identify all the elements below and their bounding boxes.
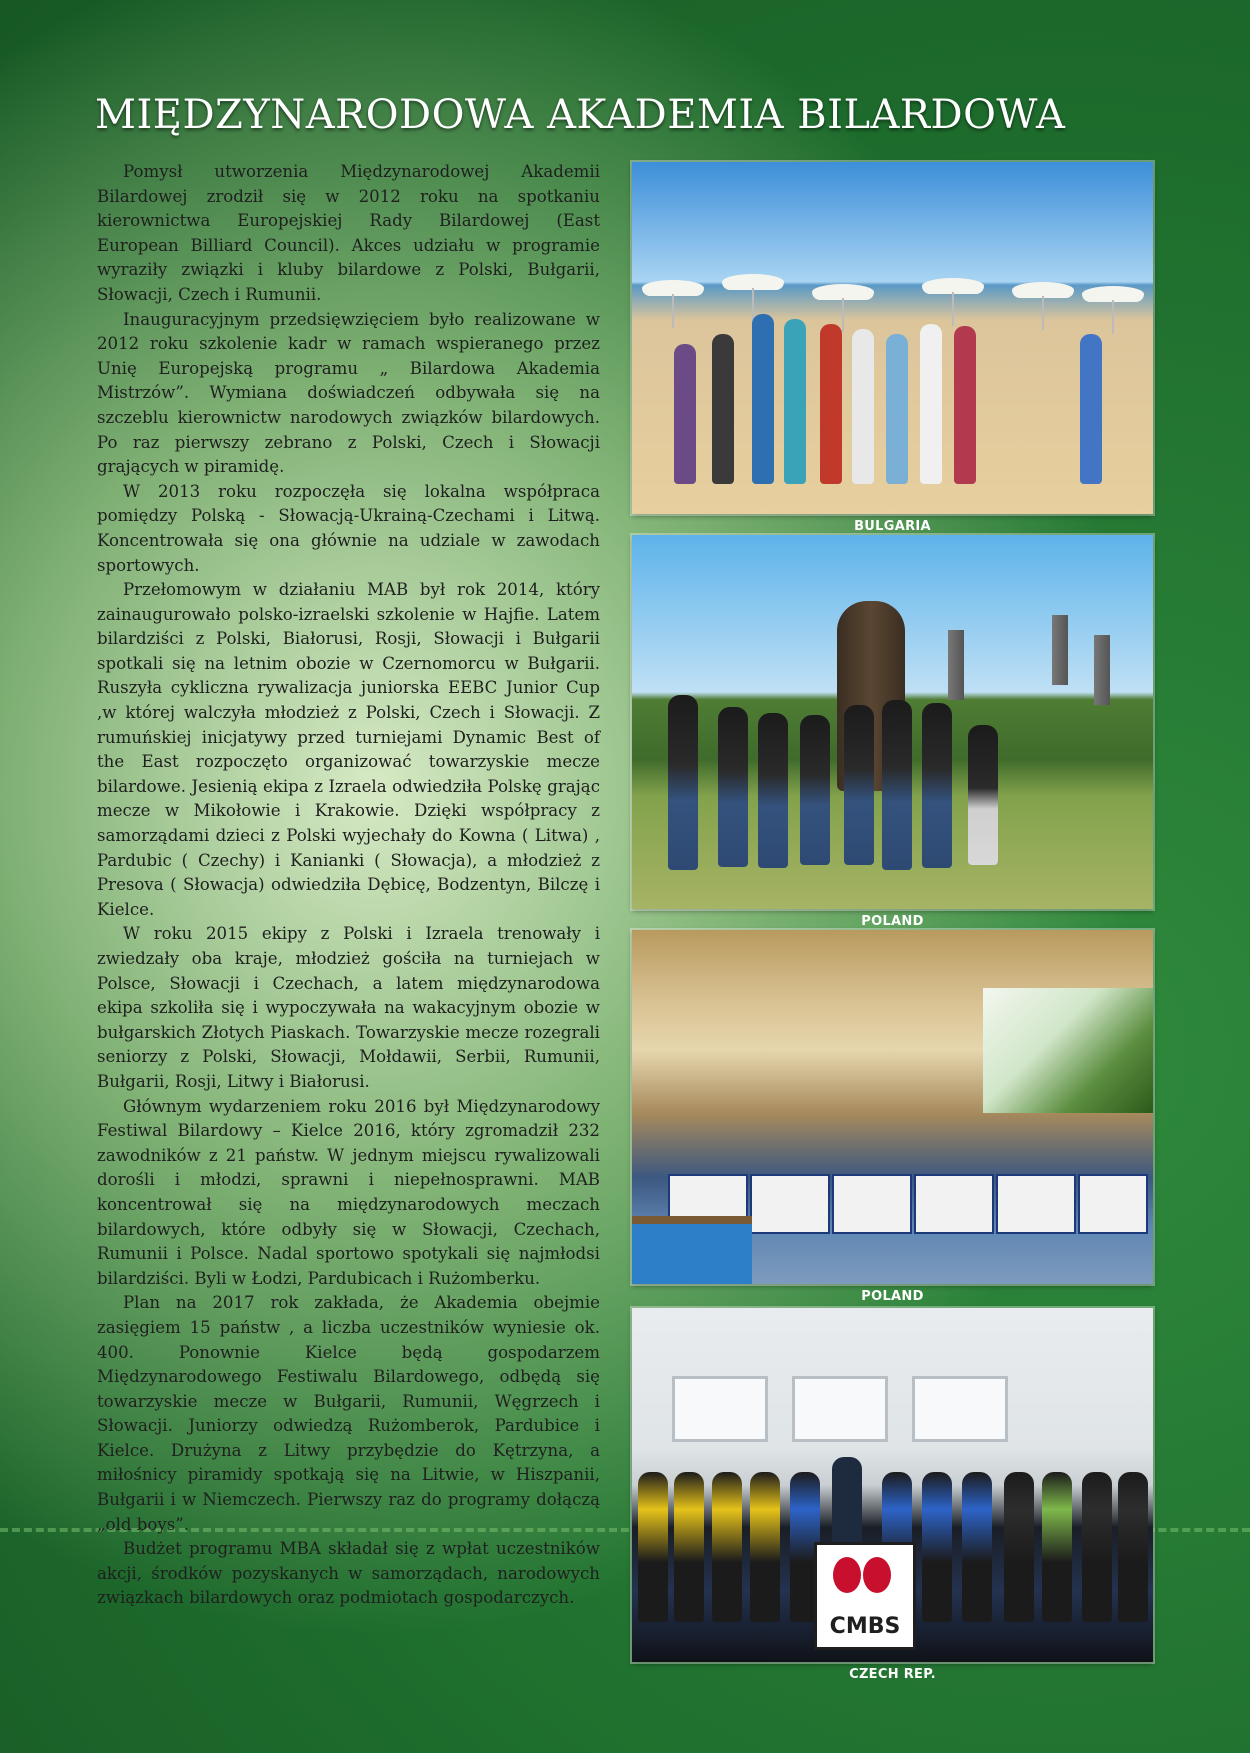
article-paragraph: Inauguracyjnym przedsięwzięciem było realizowane w 2012 roku szkolenie kadr w ramach wspieranego przez Unię Europejską programu „ Bilardowa Akademia Mistrzów”. Wymiana doświadczeń odbywała się na szczeblu kierownictw narodowych związków bilardowych. Po raz pierwszy zebrano z Polski, Czech i Słowacji grających w piramidę. — [97, 309, 600, 477]
article-paragraph: W 2013 roku rozpoczęła się lokalna współpraca pomiędzy Polską - Słowacją-Ukrainą-Czechami i Litwą. Koncentrowała się ona głównie na udziale w zawodach sportowych. — [97, 481, 600, 575]
photo-caption: POLAND — [861, 914, 924, 929]
photo-beach-group — [632, 162, 1153, 514]
cmbs-logo-text: CMBS — [829, 1614, 901, 1639]
photo-tournament-hall — [632, 930, 1153, 1284]
photo-block-czech — [632, 1308, 1153, 1682]
article-paragraph: Głównym wydarzeniem roku 2016 był Międzynarodowy Festiwal Bilardowy – Kielce 2016, który zgromadził 232 zawodników z 21 państw. W jednym miejscu rywalizowali dorośli i młodzi, sprawni i niepełnosprawni. MAB koncentrował się na międzynarodowych meczach bilardowych, które odbyły się w Słowacji, Czechach, Rumunii i Polsce. Nadal sportowo spotykali się najmłodsi bilardziści. Byli w Łodzi, Pardubicach i Rużomberku. — [97, 1096, 600, 1288]
photo-block-poland-2 — [632, 930, 1153, 1304]
photo-caption: BULGARIA — [854, 519, 931, 534]
article-paragraph: Budżet programu MBA składał się z wpłat uczestników akcji, środków pozyskanych w samorządach, narodowych związkach bilardowych oraz podmiotach gospodarczych. — [97, 1539, 600, 1608]
photo-park-group — [632, 535, 1153, 909]
page-title: MIĘDZYNARODOWA AKADEMIA BILARDOWA — [95, 92, 1066, 138]
article-paragraph: Pomysł utworzenia Międzynarodowej Akademii Bilardowej zrodził się w 2012 roku na spotkaniu kierownictwa Europejskiej Rady Bilardowej (East European Billiard Council). Akces udziału w programie wyraziły związki i kluby bilardowe z Polski, Bułgarii, Słowacji, Czech i Rumunii. — [97, 162, 600, 304]
photo-caption: CZECH REP. — [849, 1667, 936, 1682]
photo-club-group — [632, 1308, 1153, 1662]
photo-caption: POLAND — [861, 1289, 924, 1304]
article-paragraph: W roku 2015 ekipy z Polski i Izraela trenowały i zwiedzały oba kraje, młodzież gościła na turniejach w Polsce, Słowacji i Czechach, a latem międzynarodowa ekipa szkoliła się i wypoczywała na wakacyjnym obozie w bułgarskich Złotych Piaskach. Towarzyskie mecze rozegrali seniorzy z Polski, Słowacji, Mołdawii, Serbii, Rumunii, Bułgarii, Rosji, Litwy i Białorusi. — [97, 924, 600, 1091]
photo-block-poland-1 — [632, 535, 1153, 929]
article-paragraph: Przełomowym w działaniu MAB był rok 2014, który zainaugurowało polsko-izraelski szkolenie w Hajfie. Latem bilardziści z Polski, Białorusi, Rosji, Słowacji i Bułgarii spotkali się na letnim obozie w Czernomorcu w Bułgarii. Ruszyła cykliczna rywalizacja juniorska EEBC Junior Cup ,w której walczyła młodzież z Polski, Czech i Słowacji. Z rumuńskiej inicjatywy przed turniejami Dynamic Best of the East rozpoczęto organizować towarzyskie mecze bilardowe. Jesienią ekipa z Izraela odwiedziła Polskę grając mecze w Mikołowie i Krakowie. Dzięki współpracy z samorządami dzieci z Polski wyjechały do Kowna ( Litwa) , Pardubic ( Czechy) i Kanianki ( Słowacja), a młodzież z Presova ( Słowacja) odwiedziła Dębicę, Bodzentyn, Bilczę i Kielce. — [97, 580, 600, 919]
photo-block-bulgaria — [632, 162, 1153, 534]
article-paragraph: Plan na 2017 rok zakłada, że Akademia obejmie zasięgiem 15 państw , a liczba uczestników wyniesie ok. 400. Ponownie Kielce będą gospodarzem Międzynarodowego Festiwalu Bilardowego, odbędą się towarzyskie mecze w Bułgarii, Rumunii, Węgrzech i Słowacji. Juniorzy odwiedzą Rużomberok, Pardubice i Kielce. Drużyna z Litwy przybędzie do Kętrzyna, a miłośnicy piramidy spotkają się na Litwie, w Hiszpanii, Bułgarii i w Niemczech. Pierwszy raz do programy dołączą „old boys”. — [97, 1293, 600, 1534]
cmbs-logo — [814, 1542, 916, 1650]
article-body — [97, 160, 600, 1611]
